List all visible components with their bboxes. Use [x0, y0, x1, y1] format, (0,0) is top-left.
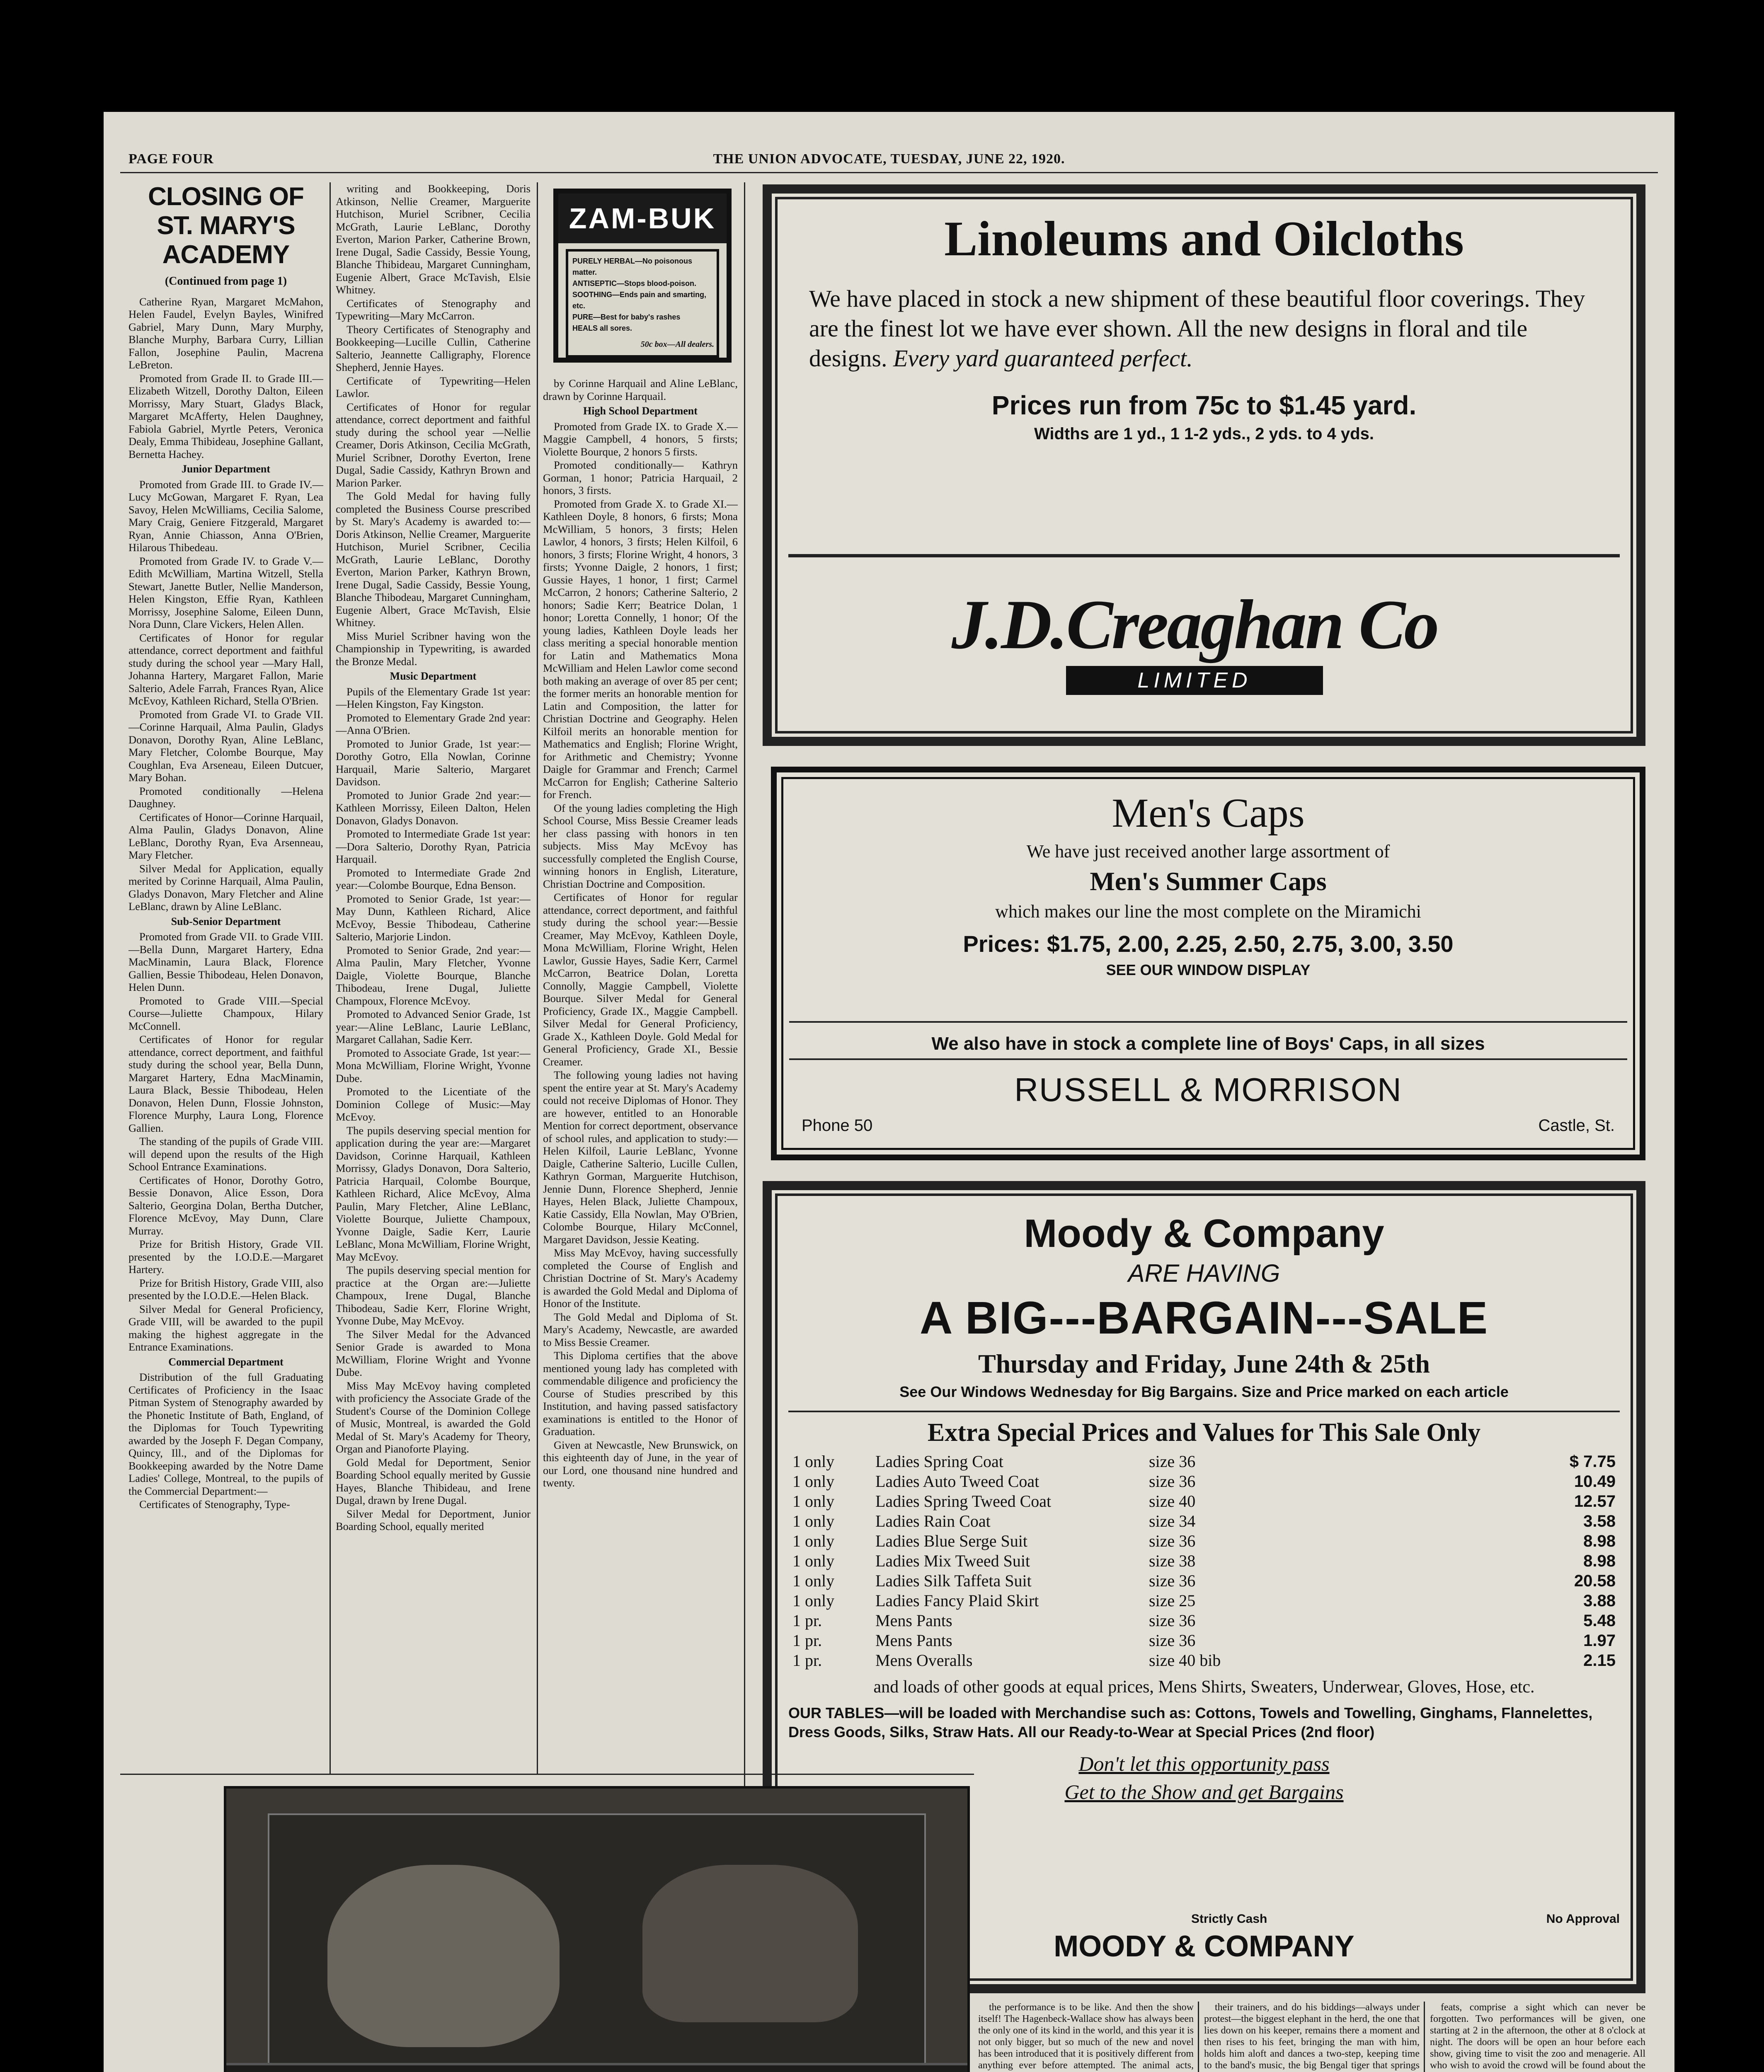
- moody-item-row: [792, 1651, 1616, 1670]
- paragraph: Certificate of Typewriting—Helen Lawlor.: [336, 374, 531, 399]
- paragraph: Prize for British History, Grade VII. presented by the I.O.D.E.—Margaret Hartery.: [128, 1238, 323, 1276]
- item-name: Mens Overalls: [875, 1651, 973, 1670]
- caps-line1: We have just received another large assortment of: [1026, 841, 1390, 862]
- item-qty: 1 only: [792, 1512, 835, 1530]
- item-name: Ladies Spring Tweed Coat: [875, 1492, 1052, 1510]
- item-qty: 1 only: [792, 1452, 835, 1471]
- item-name: Mens Pants: [875, 1611, 952, 1630]
- paragraph: Promoted to Intermediate Grade 2nd year:—Colombe Bourque, Edna Benson.: [336, 866, 531, 891]
- paragraph: The pupils deserving special mention for practice at the Organ are:—Juliette Champoux, Irene Dugal, Blanche Thibodeau, Sadie Kerr, Florine Wright, Yvonne Dube, May McEvoy.: [336, 1264, 531, 1327]
- item-size: size 25: [1149, 1591, 1196, 1610]
- item-qty: 1 pr.: [792, 1611, 822, 1630]
- paragraph: Promoted from Grade X. to Grade XI.—Kathleen Doyle, 8 honors, 6 firsts; Mona McWilliam, 5 honors, 3 firsts; Helen Lawlor, 4 honors, 3 firsts; Helen Kilfoil, 6 honors, 3 firsts; Florine Wright, 4 honors, 3 firsts; Yvonne Daigle, 2 honors, 1 first; Gussie Hayes, 1 honor, 1 first; Carmel McCarron, 2 honors; Catherine Salterio, 2 honors; Sadie Kerr; Beatrice Dolan, 1 honor; Loretta Connelly, 1 honor; Of the young ladies, Kathleen Doyle leads her class meriting a special honorable mention for Latin and Mathematics Mona McWilliam and Helen Lawlor come second both making an average of over 85 per cent; the former merits an honorable mention for Latin and Composition, the latter for Christian Doctrine and Geography. Helen Kilfoil merits an honorable mention for Mathematics and English; Florine Wright, for Arithmetic and Chemistry; Yvonne Daigle for Grammar and French; Carmel McCarron for English; Catherine Salterio for French.: [543, 497, 738, 801]
- paragraph: The Silver Medal for the Advanced Senior Grade is awarded to Mona McWilliam, Florine Wright and Yvonne Dube.: [336, 1328, 531, 1378]
- paragraph: Theory Certificates of Stenography and Bookkeeping—Lucille Cullin, Catherine Salterio, Jeannette Calligraphy, Florence Shepherd, Jennie Hayes.: [336, 323, 531, 373]
- paragraph: feats, comprise a sight which can never be forgotten. Two performances will be given, one starting at 2 in the afternoon, the other at 8 o'clock at night. The doors will be open an hour before each show, giving time to visit the zoo and menagerie. All who wish to avoid the crowd will be found about the: [1430, 2002, 1645, 2071]
- moody-dont: Don't let this opportunity pass: [1078, 1752, 1330, 1775]
- paragraph: The Gold Medal for having fully completed the Business Course prescribed by St. Mary's Academy is awarded to:—Doris Atkinson, Nellie Creamer, Marguerite Hutchison, Muriel Scribner, Cecilia McGrath, Laurie LeBlanc, Dorothy Everton, Marion Parker, Kathryn Brown, Irene Dugal, Sadie Cassidy, Bessie Young, Blanche Thibodeau, Margaret Cunningham, Eugenie Albert, Grace McTavish, Elsie Whitney.: [336, 490, 531, 629]
- paragraph: Promoted to Intermediate Grade 1st year:—Dora Salterio, Dorothy Ryan, Patricia Harquail.: [336, 828, 531, 865]
- item-name: Ladies Silk Taffeta Suit: [875, 1571, 1032, 1590]
- item-qty: 1 only: [792, 1552, 835, 1570]
- moody-cash: Strictly Cash: [1191, 1912, 1267, 1926]
- item-size: size 40 bib: [1149, 1651, 1221, 1670]
- paragraph: Silver Medal for Application, equally merited by Corinne Harquail, Alma Paulin, Gladys Donavon, Mary Fletcher and Aline LeBlanc, drawn by Aline LeBlanc.: [128, 862, 323, 913]
- paragraph: writing and Bookkeeping, Doris Atkinson, Nellie Creamer, Marguerite Hutchison, Muriel Scribner, Cecilia McGrath, Laurie LeBlanc, Dorothy Everton, Marion Parker, Catherine Brown, Irene Dugal, Sadie Cassidy, Bessie Young, Blanche Thibideau, Margaret Cunningham, Eugenie Albert, Grace McTavish, Elsie Whitney.: [336, 182, 531, 296]
- article-column-3: [543, 377, 738, 1774]
- item-size: size 36: [1149, 1571, 1196, 1590]
- item-name: Ladies Auto Tweed Coat: [875, 1472, 1040, 1491]
- paragraph: Silver Medal for Deportment, Junior Boarding School, equally merited: [336, 1507, 531, 1532]
- caps-prices: $1.75, 2.00, 2.25, 2.50, 2.75, 3.00, 3.50: [1047, 931, 1454, 957]
- zambuk-ad: [553, 189, 732, 363]
- circus-article-c: [1204, 2002, 1420, 2072]
- zambuk-claim: PURELY HERBAL—No poisonous matter.: [572, 257, 693, 276]
- lion-figure: [327, 1865, 560, 2047]
- paragraph: Promoted from Grade III. to Grade IV.—Lucy McGowan, Margaret F. Ryan, Lea Savoy, Helen McWilliams, Cecilia Salome, Mary Craig, Geniere Fitzgerald, Margaret Ryan, Annie Chiasson, Anna O'Brien, Hilarous Thibedeau.: [128, 478, 323, 554]
- paragraph: Promoted from Grade VII. to Grade VIII.—Bella Dunn, Margaret Hartery, Edna MacMinamin, Laura Black, Florence Gallien, Bessie Thibodeau, Helen Donavon, Helen Dunn.: [128, 930, 323, 993]
- moody-item-row: [792, 1591, 1616, 1611]
- paragraph: Miss Muriel Scribner having won the Championship in Typewriting, is awarded the Bronze Medal.: [336, 629, 531, 668]
- zambuk-claim: ANTISEPTIC—Stops blood-poison.: [572, 279, 696, 288]
- column-rule: [1198, 2002, 1199, 2072]
- item-price: 2.15: [1583, 1651, 1616, 1670]
- paragraph: Promoted from Grade VI. to Grade VII.—Corinne Harquail, Alma Paulin, Gladys Donavon, Dorothy Ryan, Aline LeBlanc, Mary Fletcher, Colombe Bourque, May Coughlan, Eva Arseneau, Eileen Dutcuer, Mary Bohan.: [128, 708, 323, 784]
- paragraph: by Corinne Harquail and Aline LeBlanc, drawn by Corinne Harquail.: [543, 377, 738, 402]
- creaghan-body: [809, 284, 1599, 373]
- paragraph: Silver Medal for General Proficiency, Grade VIII, will be awarded to the pupil making the highest aggregate in the Entrance Examinations.: [128, 1302, 323, 1353]
- divider: [789, 1021, 1627, 1023]
- moody-windows: See Our Windows Wednesday for Big Bargains. Size and Price marked on each article: [899, 1383, 1509, 1400]
- caps-firm: RUSSELL & MORRISON: [1014, 1071, 1402, 1108]
- paragraph: Prize for British History, Grade VIII, also presented by the I.O.D.E.—Helen Black.: [128, 1276, 323, 1302]
- continued-note: (Continued from page 1): [165, 275, 287, 288]
- paragraph: Miss May McEvoy having completed with proficiency the Associate Grade of the Student's Course of the Dominion College of Music, Montreal, is awarded the Gold Medal of St. Mary's Academy for Theory, Organ and Pianoforte Playing.: [336, 1379, 531, 1455]
- moody-item-row: [792, 1631, 1616, 1651]
- moody-dates: Thursday and Friday, June 24th & 25th: [978, 1349, 1430, 1378]
- caps-sub: Men's Summer Caps: [1090, 867, 1327, 896]
- caps-prices-row: [777, 930, 1640, 957]
- item-size: size 36: [1149, 1472, 1196, 1491]
- item-name: Ladies Fancy Plaid Skirt: [875, 1591, 1039, 1610]
- section-heading: Sub-Senior Department: [171, 915, 281, 927]
- paragraph: Promoted conditionally— Kathryn Gorman, 1 honor; Patricia Harquail, 2 honors, 3 firsts.: [543, 459, 738, 496]
- item-size: size 34: [1149, 1512, 1196, 1530]
- paragraph: Promoted to Senior Grade, 1st year:—May Dunn, Kathleen Richard, Alice McEvoy, Bessie Thibodeau, Catherine Salterio, Marjorie Lindon.: [336, 892, 531, 943]
- creaghan-widths: Widths are 1 yd., 1 1-2 yds., 2 yds. to 4 yds.: [1034, 425, 1374, 443]
- item-name: Ladies Spring Coat: [875, 1452, 1003, 1471]
- article-headline: CLOSING OF ST. MARY'S ACADEMY: [148, 182, 304, 269]
- newspaper-page: [104, 112, 1674, 2072]
- column-rule: [537, 182, 538, 1774]
- moody-item-row: [792, 1611, 1616, 1631]
- caps-ad: [771, 767, 1645, 1160]
- moody-get: Get to the Show and get Bargains: [1064, 1780, 1344, 1803]
- paragraph: Promoted to Grade VIII.—Special Course—Juliette Champoux, Hilary McConnell.: [128, 994, 323, 1032]
- moody-item-list: [792, 1452, 1616, 1670]
- divider: [788, 1411, 1620, 1412]
- paragraph: Of the young ladies completing the High School Course, Miss Bessie Creamer leads her class passing with honors in ten subjects. Miss May McEvoy has successfully completed the English Course, winning honors in English, Literature, Christian Doctrine and Composition.: [543, 801, 738, 890]
- moody-item-row: [792, 1571, 1616, 1591]
- paragraph: Promoted to Senior Grade, 2nd year:—Alma Paulin, Mary Fletcher, Yvonne Daigle, Violette Bourque, Blanche Thibodeau, Irene Dugal, Juliette Champoux, Florence McEvoy.: [336, 944, 531, 1007]
- paragraph: Certificates of Stenography and Typewriting—Mary McCarron.: [336, 297, 531, 322]
- creaghan-logo: [888, 583, 1501, 699]
- paragraph: Certificates of Honor for regular attendance, correct deportment and faithful study during the school year —Mary Hall, Johanna Hartery, Margaret Fallon, Marie Salterio, Adele Farrah, Frances Ryan, Alice McEvoy, Kathleen Richard, Stella O'Brien.: [128, 631, 323, 707]
- moody-tables: OUR TABLES—will be loaded with Merchandise such as: Cottons, Towels and Towelling, Ginghams, Flannelettes, Dress Goods, Silks, Straw Hats. All our Ready-to-Wear at Special Prices (2nd floor): [788, 1704, 1593, 1740]
- moody-name: Moody & Company: [1024, 1211, 1384, 1256]
- masthead: THE UNION ADVOCATE, TUESDAY, JUNE 22, 1920.: [713, 151, 1065, 167]
- paragraph: Gold Medal for Deportment, Senior Boarding School equally merited by Gussie Hayes, Blanche Thibideau, and Irene Dugal, drawn by Irene Dugal.: [336, 1456, 531, 1506]
- moody-item-row: [792, 1511, 1616, 1531]
- item-size: size 38: [1149, 1552, 1196, 1570]
- paragraph: The following young ladies not having spent the entire year at St. Mary's Academy could not receive Diplomas of Honor. They are however, entitled to an Honorable Mention for correct deportment, observance of school rules, and application to study:—Helen Kilfoil, Laurie LeBlanc, Yvonne Daigle, Catherine Salterio, Lucille Cullen, Kathryn Gorman, Marguerite Hutchison, Jennie Dunn, Florence Shepherd, Jennie Hayes, Helen Black, Juliette Champoux, Katie Cassidy, Ella Nowlan, May O'Brien, Colombe Bourque, Hilary McConnel, Margaret Davidson, Jessie Keating.: [543, 1069, 738, 1246]
- caps-street: Castle, St.: [1538, 1116, 1615, 1135]
- item-size: size 36: [1149, 1631, 1196, 1650]
- moody-extra: Extra Special Prices and Values for This Sale Only: [927, 1418, 1481, 1447]
- creaghan-ad: [763, 184, 1645, 746]
- cage-scene: [268, 1813, 926, 2070]
- section-heading: High School Department: [583, 405, 698, 417]
- paragraph: the performance is to be like. And then the show itself! The Hagenbeck-Wallace show has always been the only one of its kind in the world, and this year it is not only bigger, but so much of the new and novel has been introduced that it is positively different from anything ever before attempted. The animal acts,: [978, 2002, 1194, 2071]
- zambuk-claim: PURE—Best for baby's rashes: [572, 313, 681, 321]
- circus-illustration: [224, 1786, 970, 2072]
- item-price: 1.97: [1583, 1631, 1616, 1650]
- moody-item-row: [792, 1452, 1616, 1472]
- divider: [789, 1058, 1627, 1060]
- paragraph: Catherine Ryan, Margaret McMahon, Helen Faudel, Evelyn Bayles, Winifred Gabriel, Mary Dunn, Mary Murphy, Blanche Murphy, Barbara Curry, Lillian Fallon, Josephine Paulin, Macrena LeBreton.: [128, 295, 323, 371]
- paragraph: The Gold Medal and Diploma of St. Mary's Academy, Newcastle, are awarded to Miss Bessie Creamer.: [543, 1310, 738, 1348]
- zambuk-claim: HEALS all sores.: [572, 324, 632, 332]
- item-price: 8.98: [1583, 1552, 1616, 1570]
- item-price: 20.58: [1574, 1572, 1616, 1590]
- paragraph: Promoted to Associate Grade, 1st year:—Mona McWilliam, Florine Wright, Yvonne Dube.: [336, 1046, 531, 1084]
- column-rule: [330, 182, 331, 1774]
- page-number: PAGE FOUR: [128, 151, 214, 167]
- divider: [120, 1774, 974, 1775]
- paragraph: The standing of the pupils of Grade VIII. will depend upon the results of the High School Entrance Examinations.: [128, 1135, 323, 1173]
- item-name: Mens Pants: [875, 1631, 952, 1650]
- zambuk-claim: SOOTHING—Ends pain and smarting, etc.: [572, 290, 707, 310]
- item-size: size 36: [1149, 1532, 1196, 1550]
- page-header: [120, 147, 1658, 172]
- item-price: $ 7.75: [1569, 1452, 1616, 1471]
- caps-line2: which makes our line the most complete on the Miramichi: [995, 901, 1421, 922]
- article-column-1: [128, 182, 323, 1774]
- article-column-2: [336, 182, 531, 1774]
- item-qty: 1 pr.: [792, 1631, 822, 1650]
- paragraph: their trainers, and do his biddings—always under protest—the biggest elephant in the herd, the one that lies down on his keeper, remains there a moment and then rises to his feet, bringing the man with him, holds him aloft and dances a two-step, keeping time to the band's music, the big Bengal tiger that springs: [1204, 2002, 1420, 2071]
- item-name: Ladies Rain Coat: [875, 1512, 991, 1530]
- section-heading: Music Department: [390, 670, 477, 682]
- column-rule: [1424, 2002, 1425, 2072]
- paragraph: Pupils of the Elementary Grade 1st year: —Helen Kingston, Fay Kingston.: [336, 685, 531, 710]
- paragraph: Distribution of the full Graduating Certificates of Proficiency in the Isaac Pitman System of Stenography awarded by the Phonetic Institute of Bath, England, of the Diplomas for Touch Typewriting awarded by the Joseph F. Degan Company, Quincy, Ill., and of the Diplomas for Bookkeeping awarded by the Notre Dame Ladies' College, Montreal, to the pupils of the Commercial Department:—: [128, 1371, 323, 1497]
- cage-base: [226, 2063, 967, 2072]
- paragraph: Promoted from Grade II. to Grade III.—Elizabeth Witzell, Dorothy Dalton, Eileen Morrissy, Mary Stuart, Gladys Black, Margaret McAfferty, Helen Daughney, Fabiola Gabriel, Myrtle Peters, Veronica Dealy, Emma Thibideau, Josephine Gallant, Bernetta Hachey.: [128, 372, 323, 460]
- paragraph: Promoted to Elementary Grade 2nd year:—Anna O'Brien.: [336, 711, 531, 736]
- moody-loads: and loads of other goods at equal prices, Mens Shirts, Sweaters, Underwear, Gloves, Hose, etc.: [873, 1677, 1535, 1697]
- paragraph: The pupils deserving special mention for application during the year are:—Margaret Davidson, Corinne Harquail, Kathleen Morrissy, Gladys Donavon, Dora Salterio, Patricia Harquail, Colombe Bourque, Kathleen Richard, Alice McEvoy, Alma Paulin, Mary Fletcher, Aline LeBlanc, Violette Bourque, Juliette Champoux, Yvonne Daigle, Sadie Kerr, Laurie LeBlanc, Mona McWilliam, Florine Wright, May McEvoy.: [336, 1124, 531, 1263]
- moody-having: ARE HAVING: [1128, 1259, 1280, 1287]
- item-size: size 36: [1149, 1611, 1196, 1630]
- zambuk-brand: ZAM-BUK: [558, 194, 727, 243]
- caps-boys: We also have in stock a complete line of Boys' Caps, in all sizes: [931, 1034, 1485, 1054]
- paragraph: Certificates of Honor for regular attendance, correct deportment and faithful study during the school year —Nellie Creamer, Doris Atkinson, Cecilia McGrath, Muriel Scribner, Dorothy Everton, Irene Dugal, Sadie Cassidy, Kathryn Brown and Marion Parker.: [336, 400, 531, 489]
- item-qty: 1 only: [792, 1492, 835, 1510]
- moody-item-row: [792, 1551, 1616, 1571]
- paragraph: Given at Newcastle, New Brunswick, on this eighteenth day of June, in the year of our Lord, one thousand nine hundred and twenty.: [543, 1438, 738, 1489]
- divider: [788, 554, 1620, 557]
- paragraph: Certificates of Honor for regular attendance, correct deportment, and faithful study during the school year:—Bessie Creamer, May McEvoy, Kathleen Doyle, Mona McWilliam, Florine Wright, Helen Lawlor, Gussie Hayes, Sadie Kerr, Carmel McCarron, Beatrice Dolan, Loretta Connolly, Maggie Campbell, Violette Bourque. Silver Medal for General Proficiency, Grade IX., Maggie Campbell. Silver Medal for General Proficiency, Grade X., Kathleen Doyle. Gold Medal for General Proficiency, Grade XI., Bessie Creamer.: [543, 891, 738, 1068]
- paragraph: Promoted to Junior Grade, 1st year:—Dorothy Gotro, Ella Nowlan, Corinne Harquail, Marie Salterio, Margaret Davidson.: [336, 737, 531, 788]
- item-price: 12.57: [1574, 1492, 1616, 1510]
- item-qty: 1 only: [792, 1571, 835, 1590]
- item-price: 3.58: [1583, 1512, 1616, 1530]
- item-name: Ladies Blue Serge Suit: [875, 1532, 1027, 1550]
- creaghan-logo-sub: LIMITED: [1066, 666, 1323, 695]
- item-size: size 40: [1149, 1492, 1196, 1510]
- item-price: 10.49: [1574, 1472, 1616, 1491]
- paragraph: Promoted to the Licentiate of the Dominion College of Music:—May McEvoy.: [336, 1085, 531, 1123]
- paragraph: Promoted from Grade IV. to Grade V.—Edith McWilliam, Martina Witzell, Stella Stewart, Janette Butler, Nellie Manderson, Helen Kingston, Effie Ryan, Kathleen Morrissy, Josephine Salome, Eileen Dunn, Nora Dunn, Clare Vickers, Helen Allen.: [128, 554, 323, 630]
- caps-title: Men's Caps: [1112, 790, 1305, 836]
- caps-display: SEE OUR WINDOW DISPLAY: [1106, 961, 1311, 978]
- paragraph: This Diploma certifies that the above mentioned young lady has completed with commendable diligence and proficiency the Course of Studies prescribed by this Institution, and having passed satisfactory examinations is entitled to the Honor of Graduation.: [543, 1349, 738, 1438]
- paragraph: Miss May McEvoy, having successfully completed the Course of English and Christian Doctrine of St. Mary's Academy is awarded the Gold Medal and Diploma of Honor of the Institute.: [543, 1247, 738, 1310]
- item-price: 5.48: [1583, 1612, 1616, 1630]
- moody-sale: A BIG---BARGAIN---SALE: [920, 1293, 1488, 1343]
- caps-phone: Phone 50: [802, 1116, 873, 1135]
- item-price: 8.98: [1583, 1532, 1616, 1550]
- caps-prices-label: Prices:: [963, 931, 1041, 957]
- zambuk-price: 50c box—All dealers.: [640, 340, 714, 349]
- moody-item-row: [792, 1472, 1616, 1491]
- moody-item-row: [792, 1531, 1616, 1551]
- creaghan-logo-text: J.D.Creaghan Co: [951, 586, 1438, 663]
- animal-figure: [642, 1865, 858, 2022]
- item-name: Ladies Mix Tweed Suit: [875, 1552, 1030, 1570]
- circus-article-b: [978, 2002, 1194, 2072]
- creaghan-prices: Prices run from 75c to $1.45 yard.: [991, 390, 1417, 420]
- item-size: size 36: [1149, 1452, 1196, 1471]
- moody-footer: MOODY & COMPANY: [1054, 1930, 1354, 1963]
- item-qty: 1 pr.: [792, 1651, 822, 1670]
- item-qty: 1 only: [792, 1472, 835, 1491]
- item-price: 3.88: [1583, 1592, 1616, 1610]
- creaghan-title: Linoleums and Oilcloths: [944, 211, 1464, 266]
- section-heading: Junior Department: [181, 463, 270, 475]
- paragraph: Certificates of Honor for regular attendance, correct deportment, and faithful study during the school year, Bella Dunn, Margaret Hartery, Edna MacMinamin, Laura Black, Bessie Thibodeau, Helen Donavon, Helen Dunn, Flossie Johnston, Florence Murphy, Laura Long, Florence Gallien.: [128, 1033, 323, 1134]
- paragraph: Certificates of Honor, Dorothy Gotro, Bessie Donavon, Alice Esson, Dora Salterio, Georgina Dolan, Bertha Dutcher, Florence McEvoy, May Dunn, Clare Murray.: [128, 1174, 323, 1237]
- paragraph: Promoted from Grade IX. to Grade X.—Maggie Campbell, 4 honors, 5 firsts; Violette Bourque, 2 honors 5 firsts.: [543, 420, 738, 458]
- creaghan-text: We have placed in stock a new shipment of these beautiful floor coverings. They are the finest lot we have ever shown. All the new designs in floral and tile designs.: [809, 285, 1585, 372]
- moody-item-row: [792, 1491, 1616, 1511]
- moody-approval: No Approval: [1546, 1912, 1620, 1926]
- paragraph: Promoted to Junior Grade 2nd year:—Kathleen Morrissy, Eileen Dalton, Helen Donavon, Gladys Donavon.: [336, 789, 531, 827]
- creaghan-guarantee: Every yard guaranteed perfect.: [893, 345, 1193, 372]
- circus-article-d: [1430, 2002, 1645, 2072]
- item-qty: 1 only: [792, 1591, 835, 1610]
- item-qty: 1 only: [792, 1532, 835, 1550]
- paragraph: Promoted to Advanced Senior Grade, 1st year:—Aline LeBlanc, Laurie LeBlanc, Margaret Callahan, Sadie Kerr.: [336, 1008, 531, 1046]
- paragraph: Promoted conditionally —Helena Daughney.: [128, 784, 323, 810]
- header-rule: [120, 172, 1658, 173]
- paragraph: Certificates of Stenography, Type-: [139, 1498, 290, 1510]
- paragraph: Certificates of Honor—Corinne Harquail, Alma Paulin, Gladys Donavon, Aline LeBlanc, Dorothy Ryan, Eva Arsenneau, Mary Fletcher.: [128, 811, 323, 861]
- section-heading: Commercial Department: [168, 1356, 284, 1368]
